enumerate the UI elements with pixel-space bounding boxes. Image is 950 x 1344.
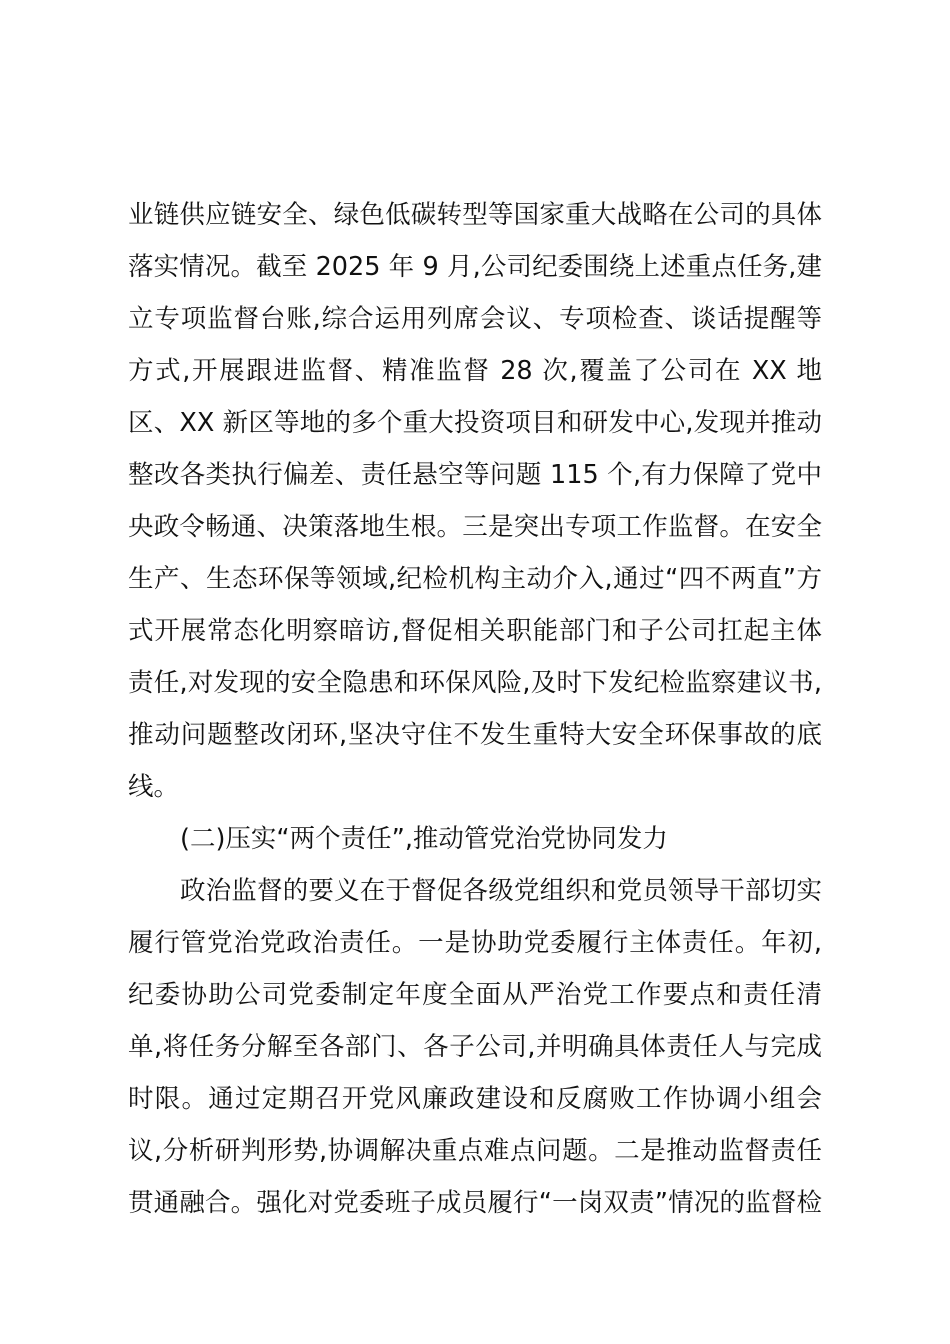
paragraph-line: 推动问题整改闭环,坚决守住不发生重特大安全环保事故的底 xyxy=(128,720,822,750)
paragraph-line: 线。 xyxy=(128,772,180,802)
paragraph-line: 时限。通过定期召开党风廉政建设和反腐败工作协调小组会 xyxy=(128,1084,822,1114)
paragraph-line: 业链供应链安全、绿色低碳转型等国家重大战略在公司的具体 xyxy=(128,200,822,230)
paragraph-line: 立专项监督台账,综合运用列席会议、专项检查、谈话提醒等 xyxy=(128,304,822,334)
paragraph-line: 责任,对发现的安全隐患和环保风险,及时下发纪检监察建议书, xyxy=(128,668,822,698)
section-heading: (二)压实“两个责任”,推动管党治党协同发力 xyxy=(180,824,668,854)
paragraph-line: 央政令畅通、决策落地生根。三是突出专项工作监督。在安全 xyxy=(128,512,822,542)
paragraph-line: 整改各类执行偏差、责任悬空等问题 115 个,有力保障了党中 xyxy=(128,460,822,490)
paragraph-line: 区、XX 新区等地的多个重大投资项目和研发中心,发现并推动 xyxy=(128,408,822,438)
paragraph-line: 履行管党治党政治责任。一是协助党委履行主体责任。年初, xyxy=(128,928,822,958)
paragraph-line: 生产、生态环保等领域,纪检机构主动介入,通过“四不两直”方 xyxy=(128,564,822,594)
paragraph-line: 议,分析研判形势,协调解决重点难点问题。二是推动监督责任 xyxy=(128,1136,822,1166)
paragraph-line: 政治监督的要义在于督促各级党组织和党员领导干部切实 xyxy=(180,876,822,906)
paragraph-line: 落实情况。截至 2025 年 9 月,公司纪委围绕上述重点任务,建 xyxy=(128,252,822,282)
paragraph-line: 贯通融合。强化对党委班子成员履行“一岗双责”情况的监督检 xyxy=(128,1188,822,1218)
paragraph-line: 纪委协助公司党委制定年度全面从严治党工作要点和责任清 xyxy=(128,980,822,1010)
paragraph-line: 单,将任务分解至各部门、各子公司,并明确具体责任人与完成 xyxy=(128,1032,822,1062)
paragraph-line: 方式,开展跟进监督、精准监督 28 次,覆盖了公司在 XX 地 xyxy=(128,356,822,386)
paragraph-line: 式开展常态化明察暗访,督促相关职能部门和子公司扛起主体 xyxy=(128,616,822,646)
